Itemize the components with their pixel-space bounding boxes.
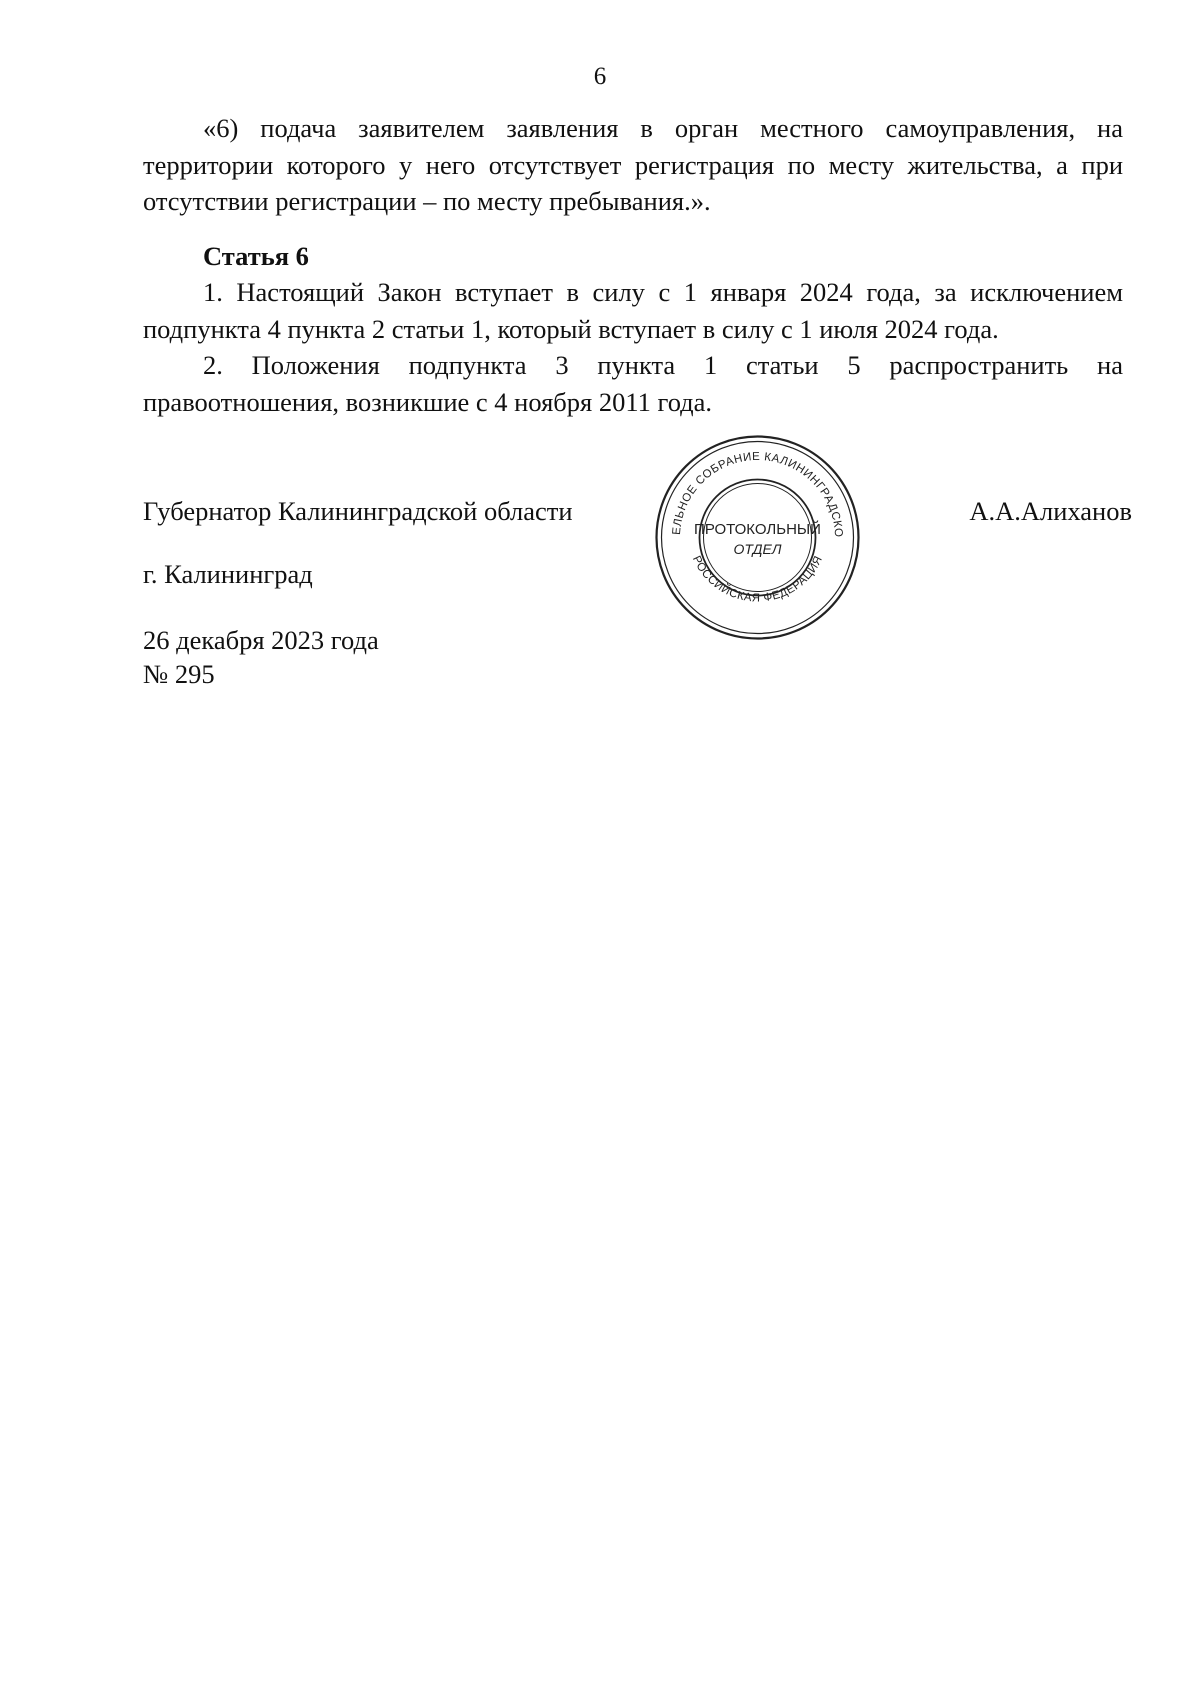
article-body — [143, 274, 1123, 420]
signing-date: 26 декабря 2023 года — [143, 625, 379, 655]
official-stamp — [650, 430, 865, 645]
paragraph-quote: «6) подача заявителем заявления в орган местного самоуправления, на территории которого у него отсутствует регистрация по месту жительства, а при отсутствии регистрации – по месту пребывания.». — [143, 113, 1123, 216]
signatory-name: А.А.Алиханов — [969, 496, 1132, 526]
stamp-bottom-text: РОССИЙСКАЯ ФЕДЕРАЦИЯ — [689, 554, 826, 605]
stamp-center-line2: ОТДЕЛ — [733, 541, 782, 557]
svg-text:РОССИЙСКАЯ ФЕДЕРАЦИЯ — [690, 554, 825, 604]
article-item-2: 2. Положения подпункта 3 пункта 1 статьи 5 распространить на правоотношения, возникшие с 4 ноября 2011 года. — [143, 350, 1123, 417]
article-item-1: 1. Настоящий Закон вступает в силу с 1 января 2024 года, за исключением подпункта 4 пункта 2 статьи 1, который вступает в силу с 1 июля 2024 года. — [143, 277, 1123, 344]
document-number: № 295 — [143, 659, 215, 689]
article-title: Статья 6 — [203, 241, 309, 271]
paragraph-quote-block — [143, 110, 1123, 220]
stamp-seal-icon — [650, 430, 865, 645]
signatory-position: Губернатор Калининградской области — [143, 496, 573, 526]
page-number: 6 — [593, 63, 607, 90]
stamp-outer-text: ЕЛЬНОЕ СОБРАНИЕ КАЛИНИНГРАДСКО — [670, 450, 845, 538]
stamp-center-line1: ПРОТОКОЛЬНЫЙ — [694, 521, 821, 538]
signing-city: г. Калининград — [143, 559, 313, 589]
